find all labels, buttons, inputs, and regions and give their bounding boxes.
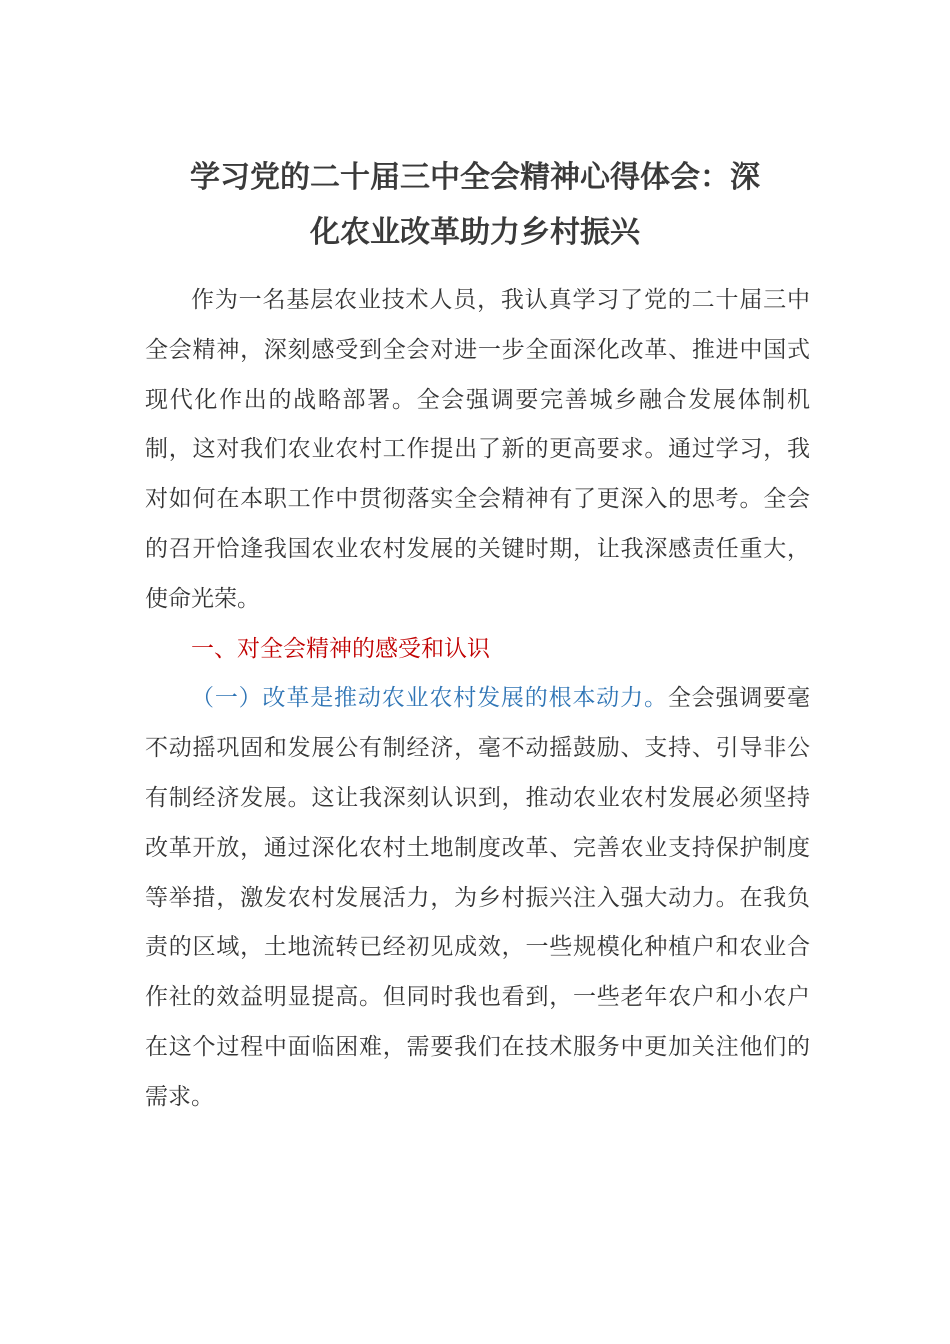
document-body — [145, 276, 810, 1123]
subsection-paragraph — [145, 674, 810, 1122]
document-title — [130, 150, 820, 260]
subsection-heading: （一）改革是推动农业农村发展的根本动力。 — [191, 685, 668, 712]
subsection-body: 全会强调要毫不动摇巩固和发展公有制经济，毫不动摇鼓励、支持、引导非公有制经济发展。这让我深刻认识到，推动农业农村发展必须坚持改革开放，通过深化农村土地制度改革、完善农业支持保护制度等举措，激发农村发展活力，为乡村振兴注入强大动力。在我负责的区域，土地流转已经初见成效，一些规模化种植户和农业合作社的效益明显提高。但同时我也看到，一些老年农户和小农户在这个过程中面临困难，需要我们在技术服务中更加关注他们的需求。 — [145, 685, 811, 1110]
title-line-1: 学习党的二十届三中全会精神心得体会：深 — [190, 160, 760, 195]
title-line-2: 化农业改革助力乡村振兴 — [310, 215, 640, 250]
intro-paragraph: 作为一名基层农业技术人员，我认真学习了党的二十届三中全会精神，深刻感受到全会对进一步全面深化改革、推进中国式现代化作出的战略部署。全会强调要完善城乡融合发展体制机制，这对我们农业农村工作提出了新的更高要求。通过学习，我对如何在本职工作中贯彻落实全会精神有了更深入的思考。全会的召开恰逢我国农业农村发展的关键时期，让我深感责任重大，使命光荣。 — [145, 287, 810, 612]
section-heading: 一、对全会精神的感受和认识 — [191, 635, 490, 662]
